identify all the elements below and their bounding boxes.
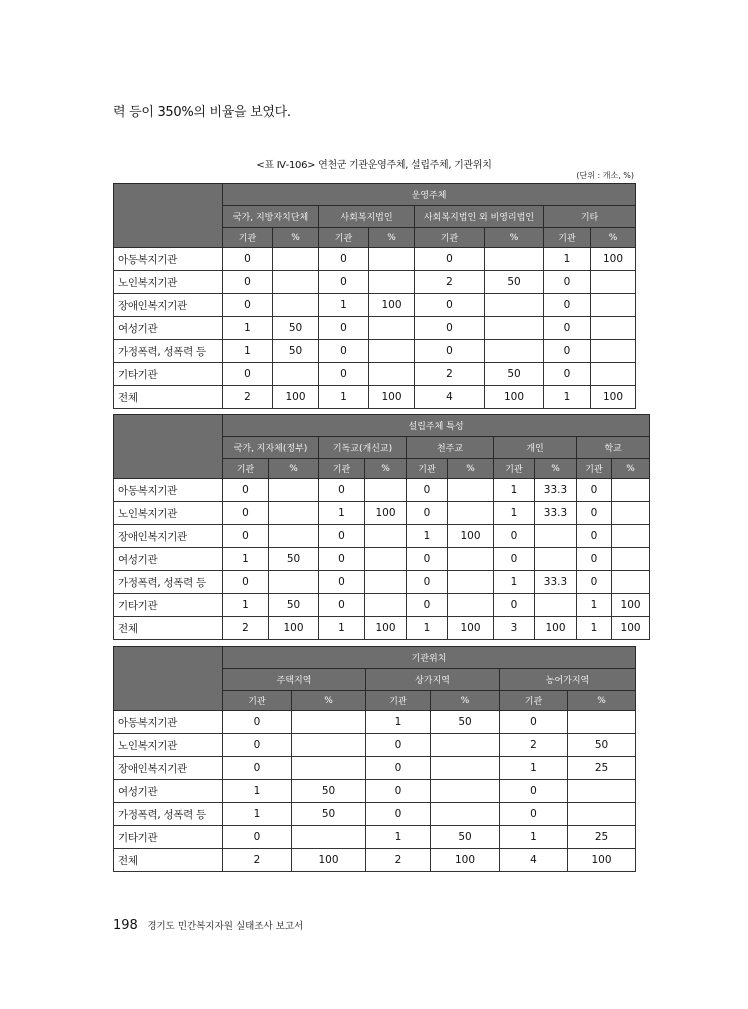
row-label: 가정폭력, 성폭력 등 bbox=[114, 340, 223, 363]
table-cell bbox=[273, 248, 319, 271]
sub-header: % bbox=[612, 459, 650, 479]
table-row bbox=[114, 849, 636, 872]
sub-header: 기관 bbox=[366, 691, 431, 711]
table-cell bbox=[431, 757, 500, 780]
table-cell bbox=[369, 363, 415, 386]
table-cell: 0 bbox=[407, 479, 448, 502]
table-cell bbox=[591, 271, 636, 294]
sub-header: % bbox=[269, 459, 319, 479]
table-cell: 0 bbox=[319, 525, 365, 548]
table-cell: 0 bbox=[407, 502, 448, 525]
table-cell: 100 bbox=[485, 386, 544, 409]
table-cell: 25 bbox=[568, 757, 636, 780]
table-cell: 100 bbox=[369, 294, 415, 317]
table-cell bbox=[369, 271, 415, 294]
sub-header: 기관 bbox=[407, 459, 448, 479]
table-cell: 2 bbox=[415, 363, 485, 386]
page-footer bbox=[113, 918, 303, 933]
table-row bbox=[114, 617, 650, 640]
table-cell bbox=[568, 780, 636, 803]
header-blank bbox=[114, 415, 223, 479]
table-cell: 100 bbox=[591, 386, 636, 409]
intro-text: 력 등이 350%의 비율을 보였다. bbox=[113, 105, 291, 120]
group-header: 천주교 bbox=[407, 437, 494, 459]
sub-header: % bbox=[431, 691, 500, 711]
sub-header: 기관 bbox=[415, 228, 485, 248]
table-cell: 50 bbox=[269, 548, 319, 571]
table-cell: 50 bbox=[485, 363, 544, 386]
table-cell: 1 bbox=[494, 479, 535, 502]
group-header: 기타 bbox=[544, 206, 636, 228]
table-row bbox=[114, 803, 636, 826]
row-label: 여성기관 bbox=[114, 548, 223, 571]
table-cell: 1 bbox=[577, 617, 612, 640]
table-cell: 1 bbox=[223, 548, 269, 571]
section-title: 기관위치 bbox=[223, 647, 636, 669]
table-cell: 0 bbox=[319, 594, 365, 617]
table-row bbox=[114, 271, 636, 294]
table-cell: 0 bbox=[544, 317, 591, 340]
group-header: 농어가지역 bbox=[500, 669, 636, 691]
table-cell: 1 bbox=[494, 571, 535, 594]
table-row bbox=[114, 711, 636, 734]
table-row bbox=[114, 594, 650, 617]
table-cell: 0 bbox=[319, 479, 365, 502]
table-cell bbox=[591, 363, 636, 386]
table-cell bbox=[535, 548, 577, 571]
table-cell bbox=[365, 594, 407, 617]
table-cell: 3 bbox=[494, 617, 535, 640]
table-cell: 0 bbox=[223, 363, 273, 386]
table-cell bbox=[431, 734, 500, 757]
group-header: 국가, 지방자치단체 bbox=[223, 206, 319, 228]
table-cell: 0 bbox=[319, 363, 369, 386]
table-cell bbox=[612, 502, 650, 525]
row-label: 장애인복지기관 bbox=[114, 757, 223, 780]
row-label: 전체 bbox=[114, 849, 223, 872]
row-label: 전체 bbox=[114, 617, 223, 640]
table-cell bbox=[269, 571, 319, 594]
table-cell: 100 bbox=[292, 849, 366, 872]
row-label: 장애인복지기관 bbox=[114, 525, 223, 548]
group-header: 개인 bbox=[494, 437, 577, 459]
table-cell: 1 bbox=[544, 248, 591, 271]
table-cell: 50 bbox=[292, 780, 366, 803]
table-cell: 0 bbox=[223, 826, 292, 849]
table-cell: 0 bbox=[223, 757, 292, 780]
table-cell: 0 bbox=[415, 248, 485, 271]
table-cell: 0 bbox=[366, 757, 431, 780]
table-cell: 33.3 bbox=[535, 571, 577, 594]
table-row bbox=[114, 571, 650, 594]
table-cell bbox=[292, 757, 366, 780]
sub-header: % bbox=[535, 459, 577, 479]
header-blank bbox=[114, 647, 223, 711]
table-cell bbox=[612, 548, 650, 571]
table-cell: 0 bbox=[366, 734, 431, 757]
table-cell: 100 bbox=[431, 849, 500, 872]
row-label: 노인복지기관 bbox=[114, 734, 223, 757]
group-header: 국가, 지자체(정부) bbox=[223, 437, 319, 459]
table-cell bbox=[591, 317, 636, 340]
table-cell: 0 bbox=[407, 571, 448, 594]
table-row bbox=[114, 248, 636, 271]
table-row bbox=[114, 340, 636, 363]
table-cell: 1 bbox=[366, 711, 431, 734]
table-row bbox=[114, 294, 636, 317]
table-cell: 50 bbox=[269, 594, 319, 617]
table-cell bbox=[269, 479, 319, 502]
table-cell bbox=[292, 711, 366, 734]
table-cell: 50 bbox=[485, 271, 544, 294]
table-cell: 1 bbox=[223, 340, 273, 363]
table-cell: 0 bbox=[415, 340, 485, 363]
table-cell: 0 bbox=[500, 803, 568, 826]
row-label: 가정폭력, 성폭력 등 bbox=[114, 803, 223, 826]
table-cell: 0 bbox=[366, 780, 431, 803]
table-cell: 100 bbox=[535, 617, 577, 640]
table-cell bbox=[485, 340, 544, 363]
table-cell: 100 bbox=[612, 594, 650, 617]
table-cell bbox=[269, 502, 319, 525]
row-label: 여성기관 bbox=[114, 780, 223, 803]
table-founding-body bbox=[113, 414, 650, 640]
table-cell bbox=[448, 548, 494, 571]
table-cell bbox=[535, 525, 577, 548]
table-row bbox=[114, 525, 650, 548]
table-cell: 2 bbox=[415, 271, 485, 294]
table-cell: 50 bbox=[431, 711, 500, 734]
table-cell: 1 bbox=[319, 502, 365, 525]
table-cell: 1 bbox=[223, 803, 292, 826]
row-label: 기타기관 bbox=[114, 594, 223, 617]
table-cell: 0 bbox=[544, 271, 591, 294]
table-cell: 0 bbox=[223, 525, 269, 548]
table-cell: 0 bbox=[223, 248, 273, 271]
table-cell bbox=[612, 479, 650, 502]
table-cell bbox=[448, 594, 494, 617]
table-caption: <표 Ⅳ-106> 연천군 기관운영주체, 설립주체, 기관위치 bbox=[256, 160, 492, 171]
table-cell: 4 bbox=[415, 386, 485, 409]
table-cell: 0 bbox=[544, 294, 591, 317]
table-cell: 0 bbox=[223, 294, 273, 317]
table-cell: 1 bbox=[407, 617, 448, 640]
table-cell: 0 bbox=[500, 780, 568, 803]
table-cell: 100 bbox=[369, 386, 415, 409]
table-cell bbox=[369, 317, 415, 340]
table-cell bbox=[369, 340, 415, 363]
table-cell: 1 bbox=[319, 617, 365, 640]
sub-header: 기관 bbox=[223, 691, 292, 711]
sub-header: 기관 bbox=[223, 228, 273, 248]
sub-header: 기관 bbox=[500, 691, 568, 711]
table-cell: 1 bbox=[407, 525, 448, 548]
table-cell: 0 bbox=[577, 548, 612, 571]
table-cell bbox=[485, 294, 544, 317]
table-cell: 100 bbox=[365, 502, 407, 525]
table-cell: 1 bbox=[366, 826, 431, 849]
table-row bbox=[114, 757, 636, 780]
sub-header: 기관 bbox=[223, 459, 269, 479]
table-cell bbox=[448, 479, 494, 502]
page-number: 198 bbox=[113, 918, 138, 933]
table-row bbox=[114, 548, 650, 571]
table-cell: 0 bbox=[544, 340, 591, 363]
table-cell: 0 bbox=[577, 502, 612, 525]
table-row bbox=[114, 780, 636, 803]
table-cell: 0 bbox=[319, 571, 365, 594]
table-cell: 0 bbox=[223, 734, 292, 757]
table-operating-body bbox=[113, 183, 636, 409]
table-cell bbox=[269, 525, 319, 548]
table-cell bbox=[535, 594, 577, 617]
table-cell bbox=[485, 317, 544, 340]
table-cell: 0 bbox=[407, 548, 448, 571]
table-cell bbox=[612, 571, 650, 594]
table-cell bbox=[448, 571, 494, 594]
sub-header: 기관 bbox=[319, 228, 369, 248]
table-cell: 0 bbox=[223, 502, 269, 525]
table-cell bbox=[273, 294, 319, 317]
table-row bbox=[114, 317, 636, 340]
sub-header: 기관 bbox=[577, 459, 612, 479]
row-label: 아동복지기관 bbox=[114, 248, 223, 271]
table-cell: 50 bbox=[568, 734, 636, 757]
table-cell: 33.3 bbox=[535, 479, 577, 502]
table-cell: 2 bbox=[223, 386, 273, 409]
group-header: 기독교(개신교) bbox=[319, 437, 407, 459]
table-cell: 1 bbox=[223, 594, 269, 617]
table-cell: 0 bbox=[577, 571, 612, 594]
table-cell: 100 bbox=[365, 617, 407, 640]
row-label: 여성기관 bbox=[114, 317, 223, 340]
table-cell bbox=[292, 826, 366, 849]
row-label: 기타기관 bbox=[114, 363, 223, 386]
table-cell bbox=[369, 248, 415, 271]
table-cell: 0 bbox=[494, 594, 535, 617]
table-cell bbox=[365, 525, 407, 548]
table-cell: 1 bbox=[223, 780, 292, 803]
sub-header: % bbox=[273, 228, 319, 248]
table-cell: 2 bbox=[366, 849, 431, 872]
table-cell: 0 bbox=[577, 525, 612, 548]
table-cell bbox=[591, 294, 636, 317]
row-label: 기타기관 bbox=[114, 826, 223, 849]
table-cell: 50 bbox=[292, 803, 366, 826]
table-cell: 0 bbox=[319, 317, 369, 340]
table-cell: 100 bbox=[612, 617, 650, 640]
table-cell: 0 bbox=[494, 525, 535, 548]
table-cell: 0 bbox=[319, 248, 369, 271]
sub-header: % bbox=[365, 459, 407, 479]
table-cell: 0 bbox=[415, 317, 485, 340]
table-row bbox=[114, 502, 650, 525]
table-cell: 0 bbox=[366, 803, 431, 826]
table-cell bbox=[273, 363, 319, 386]
table-cell bbox=[612, 525, 650, 548]
table-cell: 1 bbox=[544, 386, 591, 409]
sub-header: % bbox=[591, 228, 636, 248]
table-cell: 1 bbox=[500, 826, 568, 849]
table-cell bbox=[273, 271, 319, 294]
sub-header: 기관 bbox=[544, 228, 591, 248]
table-cell: 2 bbox=[500, 734, 568, 757]
table-cell: 100 bbox=[448, 617, 494, 640]
sub-header: 기관 bbox=[494, 459, 535, 479]
table-cell: 2 bbox=[223, 849, 292, 872]
row-label: 아동복지기관 bbox=[114, 711, 223, 734]
row-label: 아동복지기관 bbox=[114, 479, 223, 502]
table-cell bbox=[568, 711, 636, 734]
row-label: 장애인복지기관 bbox=[114, 294, 223, 317]
table-cell: 100 bbox=[269, 617, 319, 640]
table-cell: 0 bbox=[407, 594, 448, 617]
table-row bbox=[114, 386, 636, 409]
sub-header: 기관 bbox=[319, 459, 365, 479]
row-label: 노인복지기관 bbox=[114, 502, 223, 525]
section-title: 설립주체 특성 bbox=[223, 415, 650, 437]
table-cell: 2 bbox=[223, 617, 269, 640]
table-cell bbox=[431, 780, 500, 803]
row-label: 전체 bbox=[114, 386, 223, 409]
table-cell: 0 bbox=[223, 479, 269, 502]
table-cell: 1 bbox=[500, 757, 568, 780]
table-cell: 1 bbox=[223, 317, 273, 340]
table-cell: 100 bbox=[568, 849, 636, 872]
sub-header: % bbox=[369, 228, 415, 248]
table-cell: 0 bbox=[415, 294, 485, 317]
table-cell: 50 bbox=[273, 340, 319, 363]
table-cell: 0 bbox=[500, 711, 568, 734]
table-cell: 100 bbox=[448, 525, 494, 548]
table-cell bbox=[431, 803, 500, 826]
table-cell: 0 bbox=[319, 548, 365, 571]
table-cell bbox=[365, 571, 407, 594]
table-cell: 1 bbox=[494, 502, 535, 525]
section-title: 운영주체 bbox=[223, 184, 636, 206]
table-cell bbox=[568, 803, 636, 826]
table-cell: 0 bbox=[319, 271, 369, 294]
table-cell: 25 bbox=[568, 826, 636, 849]
group-header: 학교 bbox=[577, 437, 650, 459]
group-header: 주택지역 bbox=[223, 669, 366, 691]
table-cell bbox=[365, 548, 407, 571]
table-cell bbox=[591, 340, 636, 363]
footer-title: 경기도 민간복지자원 실태조사 보고서 bbox=[147, 921, 304, 932]
table-cell bbox=[448, 502, 494, 525]
table-cell bbox=[485, 248, 544, 271]
table-cell: 1 bbox=[319, 294, 369, 317]
sub-header: % bbox=[485, 228, 544, 248]
group-header: 사회복지법인 bbox=[319, 206, 415, 228]
table-cell: 100 bbox=[273, 386, 319, 409]
row-label: 가정폭력, 성폭력 등 bbox=[114, 571, 223, 594]
table-row bbox=[114, 826, 636, 849]
group-header: 사회복지법인 외 비영리법인 bbox=[415, 206, 544, 228]
table-row bbox=[114, 363, 636, 386]
group-header: 상가지역 bbox=[366, 669, 500, 691]
table-cell: 50 bbox=[431, 826, 500, 849]
header-blank bbox=[114, 184, 223, 248]
table-cell bbox=[365, 479, 407, 502]
table-location bbox=[113, 646, 636, 872]
table-row bbox=[114, 734, 636, 757]
unit-note: (단위 : 개소, %) bbox=[576, 171, 634, 180]
table-cell: 50 bbox=[273, 317, 319, 340]
table-cell: 0 bbox=[319, 340, 369, 363]
table-cell: 100 bbox=[591, 248, 636, 271]
table-cell: 1 bbox=[577, 594, 612, 617]
table-cell: 0 bbox=[577, 479, 612, 502]
table-row bbox=[114, 479, 650, 502]
sub-header: % bbox=[448, 459, 494, 479]
table-cell: 0 bbox=[223, 571, 269, 594]
sub-header: % bbox=[568, 691, 636, 711]
table-cell: 0 bbox=[223, 711, 292, 734]
table-cell: 1 bbox=[319, 386, 369, 409]
sub-header: % bbox=[292, 691, 366, 711]
row-label: 노인복지기관 bbox=[114, 271, 223, 294]
table-cell: 0 bbox=[544, 363, 591, 386]
table-cell: 33.3 bbox=[535, 502, 577, 525]
table-cell: 0 bbox=[494, 548, 535, 571]
table-cell: 4 bbox=[500, 849, 568, 872]
table-cell bbox=[292, 734, 366, 757]
table-cell: 0 bbox=[223, 271, 273, 294]
